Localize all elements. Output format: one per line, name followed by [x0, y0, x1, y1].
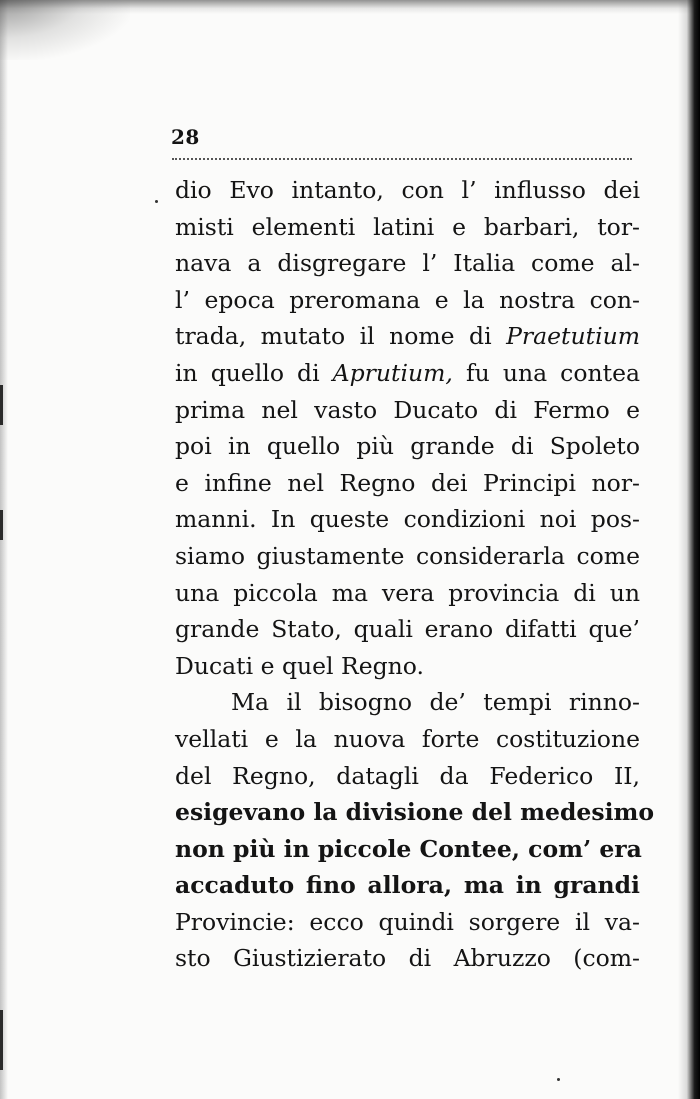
text-line-start: in quello di [175, 358, 333, 387]
text-line: del Regno, datagli da Federico II, [175, 761, 640, 790]
text-line: accaduto fino allora, ma in grandi [175, 871, 640, 900]
italic-aprutium: Aprutium, [332, 358, 453, 387]
text-line: manni. In queste condizioni noi pos- [175, 505, 640, 534]
text-line: poi in quello più grande di Spoleto [175, 432, 640, 461]
text-line: nava a disgregare l’ Italia come al- [175, 249, 640, 278]
header-rule [172, 158, 632, 160]
text-line: siamo giustamente considerarla come [175, 541, 640, 570]
scan-speck [557, 1078, 560, 1081]
text-line: prima nel vasto Ducato di Fermo e [175, 395, 640, 424]
body-text [175, 172, 655, 977]
text-line: dio Evo intanto, con l’ influsso dei [175, 176, 640, 204]
left-margin-mark [0, 1010, 3, 1070]
text-line: Ma il bisogno de’ tempi rinno- [231, 688, 640, 717]
scan-speck [155, 200, 158, 203]
text-line: e infine nel Regno dei Principi nor- [175, 468, 640, 497]
text-line: l’ epoca preromana e la nostra con- [175, 285, 640, 314]
text-line: vellati e la nuova forte costituzione [175, 724, 640, 753]
text-line-end: fu una contea [452, 358, 640, 387]
text-line [175, 355, 640, 392]
text-line: esigevano la divisione del medesimo [175, 798, 655, 827]
text-line: sto Giustizierato di Abruzzo (com- [175, 944, 640, 973]
text-line: grande Stato, quali erano difatti que’ [175, 615, 640, 644]
right-scan-edge [678, 0, 700, 1099]
text-line: non più in piccole Contee, com’ era [175, 834, 642, 863]
page-number: 28 [171, 125, 200, 149]
italic-praetutium: Praetutium [506, 322, 640, 351]
text-line: Ducati e quel Regno. [175, 651, 425, 680]
left-margin-mark [0, 385, 3, 425]
left-scan-edge [0, 0, 8, 1099]
text-line-start: trada, mutato il nome di [175, 322, 507, 351]
top-left-scan-smudge [0, 0, 130, 60]
text-line [175, 318, 640, 355]
left-margin-mark [0, 510, 3, 540]
text-line: una piccola ma vera provincia di un [175, 578, 640, 607]
text-line: Provincie: ecco quindi sorgere il va- [175, 907, 640, 936]
text-line: misti elementi latini e barbari, tor- [175, 212, 640, 241]
